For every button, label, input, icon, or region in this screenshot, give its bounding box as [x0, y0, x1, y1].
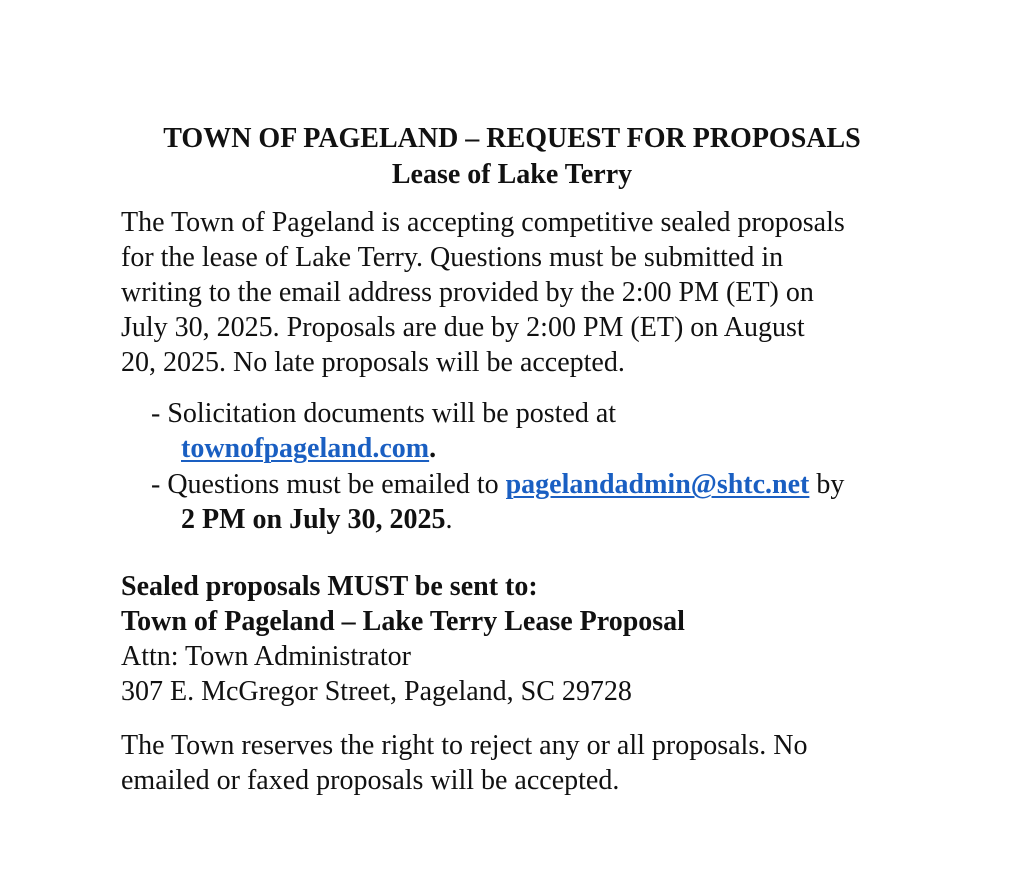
website-link[interactable]: townofpageland.com: [181, 433, 430, 464]
intro-line: 20, 2025. No late proposals will be accepted.: [121, 347, 625, 378]
email-link[interactable]: pagelandadmin@shtc.net: [505, 469, 810, 500]
questions-deadline-line: [121, 502, 921, 537]
intro-line: The Town of Pageland is accepting competitive sealed proposals: [121, 207, 845, 238]
intro-line: writing to the email address provided by the 2:00 PM (ET) on: [121, 277, 814, 308]
documents-text: - Solicitation documents will be posted at: [151, 398, 617, 429]
closing-paragraph: [121, 728, 921, 798]
questions-line: [121, 467, 921, 502]
closing-line: emailed or faxed proposals will be accepted.: [121, 765, 620, 796]
sealed-proposals-section: [121, 569, 921, 709]
notice-subtitle: Lease of Lake Terry: [391, 159, 633, 190]
sealed-recipient: Town of Pageland – Lake Terry Lease Proposal: [121, 606, 685, 637]
sealed-address: 307 E. McGregor Street, Pageland, SC 29728: [121, 676, 632, 707]
sealed-heading: Sealed proposals MUST be sent to:: [121, 571, 538, 602]
deadline-period: .: [445, 504, 453, 535]
questions-by: by: [809, 469, 845, 500]
bullet-questions: [121, 467, 921, 537]
closing-line: The Town reserves the right to reject any or all proposals. No: [121, 730, 808, 761]
notice-title: TOWN OF PAGELAND – REQUEST FOR PROPOSALS: [163, 123, 861, 154]
bullet-documents: [121, 396, 921, 466]
intro-line: for the lease of Lake Terry. Questions must be submitted in: [121, 242, 784, 273]
intro-line: July 30, 2025. Proposals are due by 2:00 PM (ET) on August: [121, 312, 805, 343]
sealed-attn: Attn: Town Administrator: [121, 641, 411, 672]
intro-paragraph: [121, 205, 921, 380]
questions-text: - Questions must be emailed to: [151, 469, 506, 500]
documents-link-line: [121, 431, 921, 466]
documents-period: .: [429, 433, 437, 464]
questions-deadline: 2 PM on July 30, 2025: [181, 504, 446, 535]
